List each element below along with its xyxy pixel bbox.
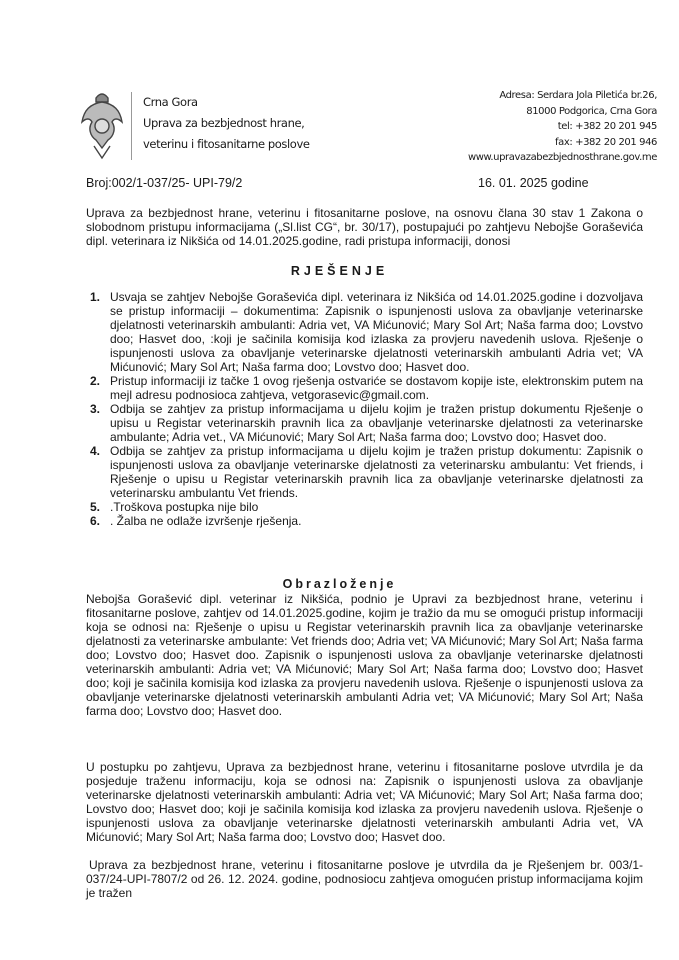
- address-tel: tel: +382 20 201 945: [557, 121, 657, 132]
- item-text: . Žalba ne odlaže izvršenje rješenja.: [110, 514, 302, 528]
- intro-paragraph: Uprava za bezbjednost hrane, veterinu i fitosanitarne poslove, na osnovu člana 30 stav 1 Zakona o slobodnom pristupu informacijama („Sl.list CG“, br. 30/17), postupajući po zahtjevu Nebojše Goraševića dipl. veterinara iz Nikšića od 14.01.2025.godine, radi pristupa informaciji, donosi: [86, 206, 643, 248]
- item-text-body: Pristup informaciji iz tačke 1 ovog rješenja ostvariće se dostavom kopije iste, elektronskim putem na mejl adresu podnosioca zahtjeva,: [110, 374, 643, 402]
- org-country: Crna Gora: [143, 95, 198, 109]
- item-number: 3.: [90, 402, 101, 416]
- item-number: 2.: [90, 374, 101, 388]
- reasoning-title: Obrazloženje: [282, 577, 397, 591]
- email-link[interactable]: vetgorasevic@gmail.com: [291, 388, 426, 402]
- decision-item: [90, 514, 643, 528]
- address-website[interactable]: www.upravazabezbjednosthrane.gov.me: [467, 152, 657, 163]
- org-name-line-2: veterinu i fitosanitarne poslove: [143, 137, 310, 151]
- decision-items: [90, 290, 643, 528]
- item-number: 6.: [90, 514, 101, 528]
- organization-name: [143, 92, 310, 155]
- item-text: Usvaja se zahtjev Nebojše Goraševića dipl. veterinara iz Nikšića od 14.01.2025.godine i dozvoljava se pristup informaciji – dokumentima: Zapisnik o ispunjenosti uslova za obavljanje veterinarske djelatnosti veterinarskih ambulanti: Adria vet, VA Mićunović; Mary Sol Art; Naša farma doo; Lovstvo doo; Hasvet doo, :koji je sačinila komisija kod izlaska za provjeru navedenih uslova. Rješenje o ispunjenosti uslova za obavljanje veterinarske djelatnosti veterinarskih ambulanti Adria vet; VA Mićunović; Mary Sol Art; Naša farma doo; Lovstvo doo; Hasvet doo.: [110, 290, 643, 374]
- decision-item: [90, 290, 643, 374]
- decision-title: RJEŠENJE: [290, 264, 389, 278]
- address-fax: fax: +382 20 201 946: [554, 136, 657, 148]
- document-date: 16. 01. 2025 godine: [478, 176, 589, 190]
- address-street: Adresa: Serdara Jola Piletića br.26,: [499, 90, 657, 101]
- contact-address: [468, 88, 657, 166]
- item-text: Odbija se zahtjev za pristup informacijama u dijelu kojim je tražen pristup dokumentu Rješenje o upisu u Registar veterinarskih pravnih lica za obavljanje veterinarske djelatnosti za veterinarske ambulante; Adria vet., VA Mićunović; Mary Sol Art; Naša farma doo; Lovstvo doo; Hasvet doo.: [110, 402, 643, 444]
- coat-of-arms-logo: [80, 88, 124, 160]
- item-text: .Troškova postupka nije bilo: [110, 500, 259, 514]
- item-number: 5.: [90, 500, 101, 514]
- reasoning-paragraph-1: Nebojša Gorašević dipl. veterinar iz Nikšića, podnio je Upravi za bezbjednost hrane, veterinu i fitosanitarne poslove, zahtjev od 14.01.2025.godine, kojim je tražio da mu se omogući pristup informaciji koja se odnosi na: Rješenje o upisu u Registar veterinarskih pravnih lica za obavljanje veterinarske djelatnosti za veterinarske ambulante: Vet friends doo; Adria vet; VA Mićunović; Mary Sol Art; Naša farma doo; Lovstvo doo; Hasvet doo. Zapisnik o ispunjenosti uslova za obavljanje veterinarske djelatnosti veterinarskih ambulanti: Adria vet; VA Mićunović; Mary Sol Art; Naša farma doo; Lovstvo doo; Hasvet doo; koji je sačinila komisija kod izlaska za provjeru navedenih uslova. Rješenje o ispunjenosti uslova za obavljanje veterinarske djelatnosti veterinarskih ambulanti Adria vet; VA Mićunović; Mary Sol Art; Naša farma doo; Lovstvo doo; Hasvet doo.: [86, 592, 643, 718]
- reasoning-paragraph-2: U postupku po zahtjevu, Uprava za bezbjednost hrane, veterinu i fitosanitarne poslove utvrdila je da posjeduje traženu informaciju, koja se odnosi na: Zapisnik o ispunjenosti uslova za obavljanje veterinarske djelatnosti veterinarskih ambulanti: Adria vet; VA Mićunović; Mary Sol Art; Naša farma doo; Lovstvo doo; Hasvet doo; koji je sačinila komisija kod izlaska za provjeru navedenih uslova. Rješenje o ispunjenosti uslova za obavljanje veterinarske djelatnosti veterinarskih ambulanti Adria vet, VA Mićunović; Mary Sol Art; Naša farma doo; Lovstvo doo; Hasvet doo.: [86, 760, 643, 844]
- item-text: Pristup informaciji iz tačke 1 ovog rješenja ostvariće se dostavom kopije iste, elektronskim putem na mejl adresu podnosioca zahtjeva, vetgorasevic@gmail.com.: [110, 374, 643, 402]
- reasoning-paragraph-3: Uprava za bezbjednost hrane, veterinu i fitosanitarne poslove je utvrdila da je Rješenjem br. 003/1-037/24-UPI-7807/2 od 26. 12. 2024. godine, podnosiocu zahtjeva omogućen pristup informacijama kojim je tražen: [86, 858, 643, 900]
- decision-item: [90, 500, 643, 514]
- header-divider: [131, 92, 132, 160]
- item-number: 4.: [90, 444, 101, 458]
- item-number: 1.: [90, 290, 101, 304]
- decision-item: [90, 444, 643, 500]
- document-number: Broj:002/1-037/25- UPI-79/2: [86, 176, 243, 190]
- address-city: 81000 Podgorica, Crna Gora: [526, 105, 657, 117]
- item-text: Odbija se zahtjev za pristup informacijama u dijelu kojim je tražen pristup dokumentu: Zapisnik o ispunjenosti uslova za obavljanje veterinarske djelatnosti za veterinarsku ambulantu: Vet friends, i Rješenje o upisu u Registar veterinarskih pravnih lica za obavljanje veterinarske djelatnosti za veterinarsku ambulantu Vet friends.: [110, 444, 643, 500]
- org-name-line-1: Uprava za bezbjednost hrane,: [143, 116, 305, 130]
- decision-item: [90, 374, 643, 402]
- decision-item: [90, 402, 643, 444]
